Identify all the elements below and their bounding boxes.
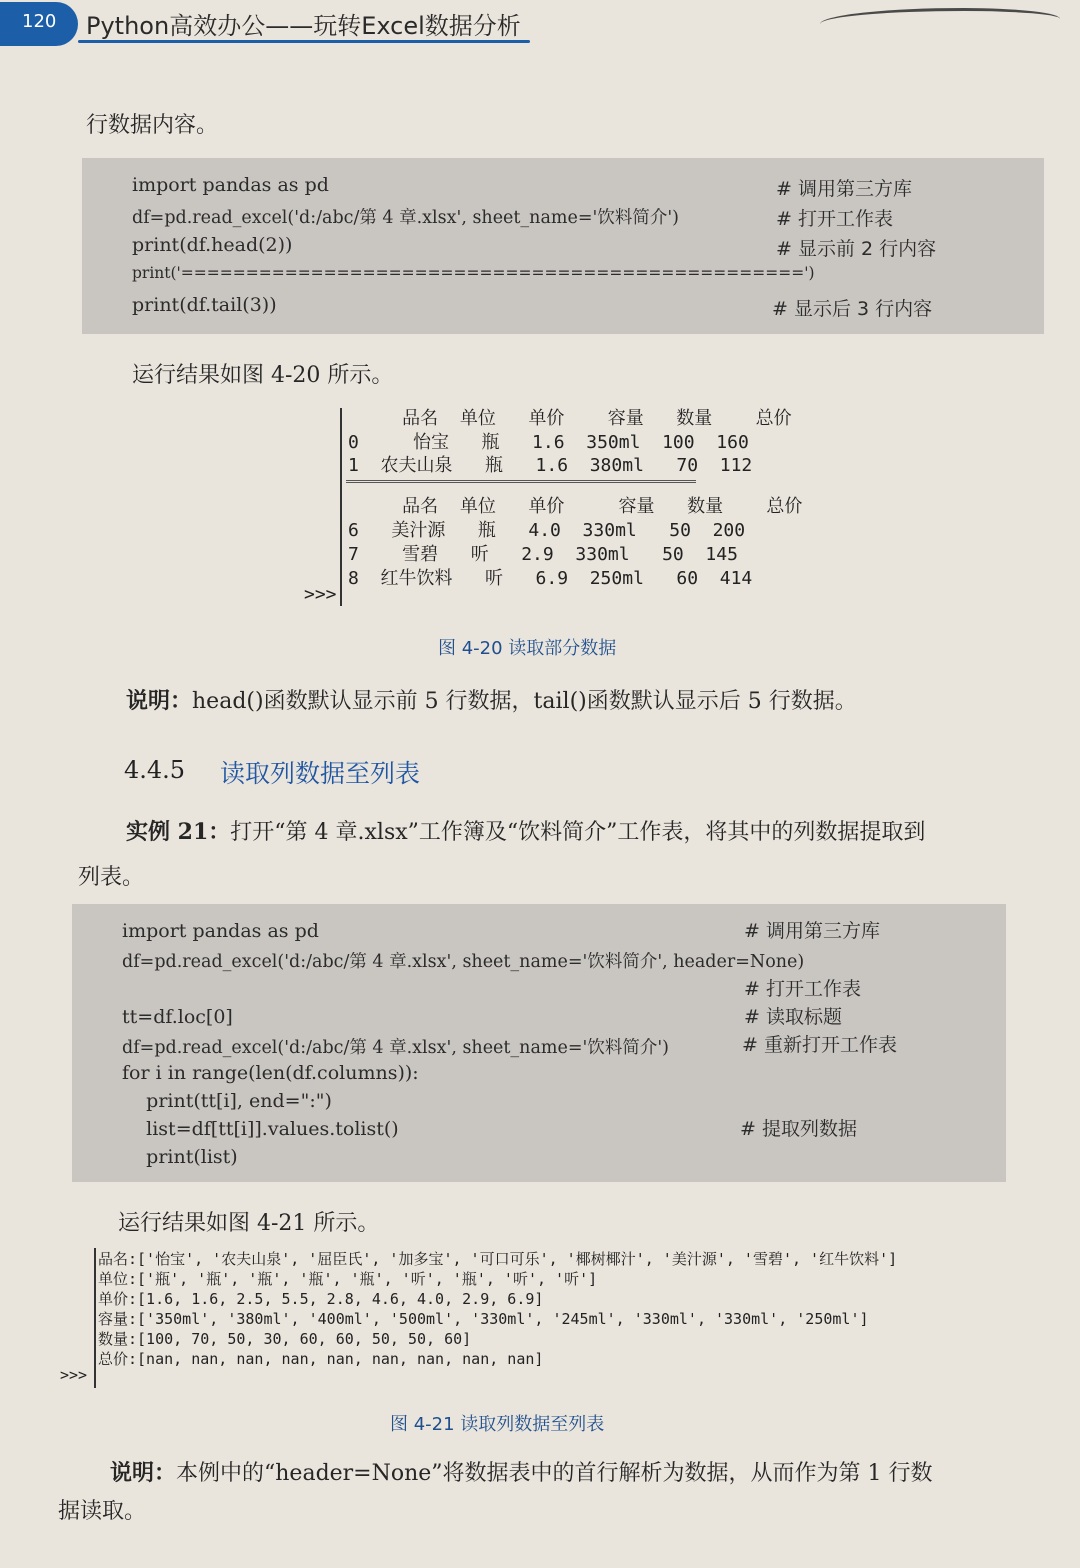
note-1 <box>126 684 857 715</box>
example-line-1 <box>126 815 925 846</box>
console1-left-bar <box>340 408 342 606</box>
code1-line-4: print('================================================') <box>132 264 815 282</box>
console1-prompt: >>> <box>304 584 337 605</box>
note-2-line-2: 据读取。 <box>58 1499 147 1524</box>
console1-row: 6 美汁源 瓶 4.0 330ml 50 200 <box>348 520 746 541</box>
code1-comment-1: # 调用第三方库 <box>776 178 912 200</box>
console2-row: 数量:[100, 70, 50, 30, 60, 60, 50, 50, 60] <box>98 1330 472 1348</box>
code1-comment-3: # 显示前 2 行内容 <box>776 238 937 260</box>
page-number: 120 <box>0 2 78 46</box>
code2-line-9: print(list) <box>122 1146 238 1168</box>
figure-4-21-caption: 图 4-21 读取列数据至列表 <box>390 1414 605 1435</box>
console1-header-2: 品名 单位 单价 容量 数量 总价 <box>348 496 803 517</box>
code1-comment-5: # 显示后 3 行内容 <box>772 298 933 320</box>
console2-row: 品名:['怡宝', '农夫山泉', '屈臣氏', '加多宝', '可口可乐', '椰树椰汁', '美汁源', '雪碧', '红牛饮料'] <box>98 1250 898 1268</box>
section-number: 4.4.5 <box>124 756 186 784</box>
note2-text: 本例中的“header=None”将数据表中的首行解析为数据，从而作为第 1 行数 <box>176 1461 933 1486</box>
top-text: 行数据内容。 <box>86 113 219 138</box>
code2-line-1: import pandas as pd <box>122 920 319 942</box>
figure-4-20-caption: 图 4-20 读取部分数据 <box>438 638 617 659</box>
console1-row: 1 农夫山泉 瓶 1.6 380ml 70 112 <box>348 455 753 476</box>
note1-text: head()函数默认显示前 5 行数据，tail()函数默认显示后 5 行数据。 <box>192 689 857 714</box>
section-title: 读取列数据至列表 <box>220 759 421 788</box>
console2-row: 单价:[1.6, 1.6, 2.5, 5.5, 2.8, 4.6, 4.0, 2.9, 6.9] <box>98 1290 544 1308</box>
running-header <box>0 0 540 44</box>
console2-left-bar <box>94 1248 96 1388</box>
console1-separator <box>346 480 696 483</box>
code1-line-5: print(df.tail(3)) <box>132 294 277 316</box>
code2-comment-1: # 调用第三方库 <box>744 920 880 942</box>
code2-line-7: print(tt[i], end=":") <box>122 1090 332 1112</box>
note-2-line-1 <box>110 1456 933 1487</box>
console1-row: 8 红牛饮料 听 6.9 250ml 60 414 <box>348 568 753 589</box>
code2-comment-5: # 重新打开工作表 <box>742 1034 897 1056</box>
code2-comment-3: # 打开工作表 <box>744 978 861 1000</box>
note2-label: 说明： <box>110 1460 177 1486</box>
example-text: 打开“第 4 章.xlsx”工作簿及“饮料简介”工作表，将其中的列数据提取到 <box>230 820 926 845</box>
console1-header: 品名 单位 单价 容量 数量 总价 <box>348 408 792 429</box>
code1-line-2: df=pd.read_excel('d:/abc/第 4 章.xlsx', sheet_name='饮料简介') <box>132 208 679 228</box>
result1-text: 运行结果如图 4-20 所示。 <box>132 363 394 388</box>
code2-comment-4: # 读取标题 <box>744 1006 842 1028</box>
code2-line-2: df=pd.read_excel('d:/abc/第 4 章.xlsx', sheet_name='饮料简介', header=None) <box>122 952 805 972</box>
console2-prompt: >>> <box>60 1366 88 1384</box>
code2-line-8: list=df[tt[i]].values.tolist() <box>122 1118 399 1140</box>
code1-line-1: import pandas as pd <box>132 174 329 196</box>
example-label: 实例 21： <box>126 819 231 845</box>
console2-row: 容量:['350ml', '380ml', '400ml', '500ml', '330ml', '245ml', '330ml', '330ml', '250ml'] <box>98 1310 869 1328</box>
console1-row: 0 怡宝 瓶 1.6 350ml 100 160 <box>348 432 749 453</box>
note1-label: 说明： <box>126 688 193 714</box>
page-edge-decoration <box>820 8 1060 35</box>
code1-line-3: print(df.head(2)) <box>132 234 293 256</box>
code2-line-5: df=pd.read_excel('d:/abc/第 4 章.xlsx', sheet_name='饮料简介') <box>122 1038 669 1058</box>
code2-comment-8: # 提取列数据 <box>740 1118 857 1140</box>
code1-comment-2: # 打开工作表 <box>776 208 893 230</box>
header-rule <box>78 40 530 43</box>
code2-line-6: for i in range(len(df.columns)): <box>122 1062 419 1084</box>
console2-row: 单位:['瓶', '瓶', '瓶', '瓶', '瓶', '听', '瓶', '听', '听'] <box>98 1270 598 1288</box>
code2-line-4: tt=df.loc[0] <box>122 1006 233 1028</box>
book-title: Python高效办公——玩转Excel数据分析 <box>86 12 521 40</box>
console1-row: 7 雪碧 听 2.9 330ml 50 145 <box>348 544 738 565</box>
console2-row: 总价:[nan, nan, nan, nan, nan, nan, nan, nan, nan] <box>98 1350 544 1368</box>
result2-text: 运行结果如图 4-21 所示。 <box>118 1211 380 1236</box>
example-line-2: 列表。 <box>78 865 145 890</box>
